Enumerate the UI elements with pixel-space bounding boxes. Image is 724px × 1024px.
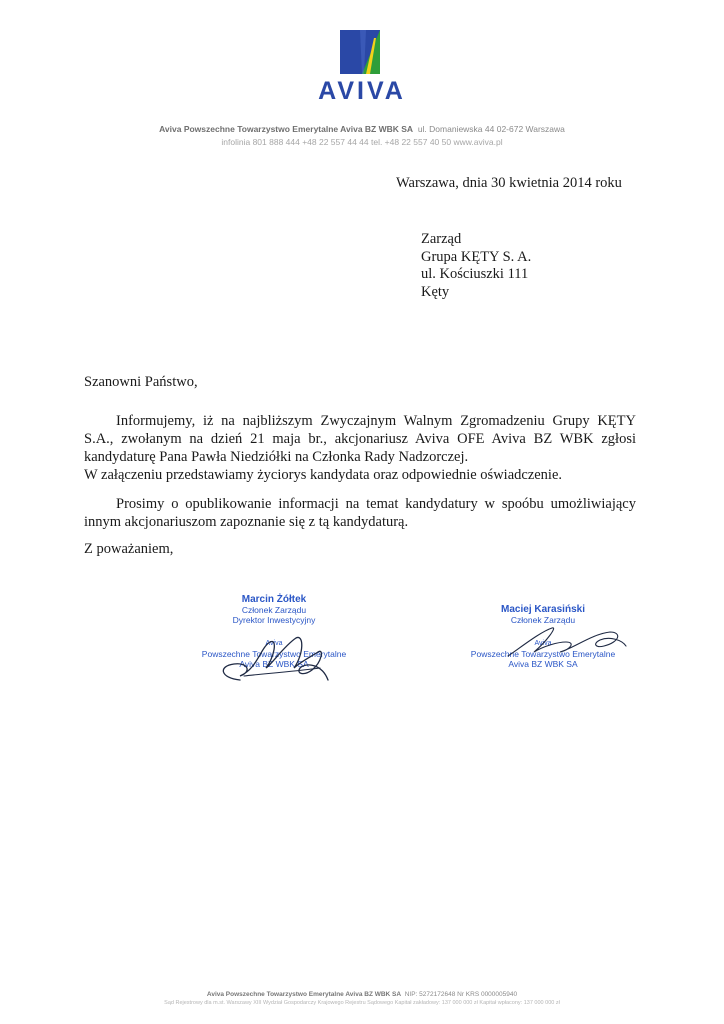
footer-registry-line: Sąd Rejestrowy dla m.st. Warszawy XIII Wydział Gospodarczy Krajowego Rejestru Sądowego Kapitał zakładowy: 137 000 000 zł Kapitał wpłacony: 137 000 000 zł [164,1000,560,1006]
salutation: Szanowni Państwo, [84,374,198,390]
recipient-line: ul. Kościuszki 111 [421,266,529,282]
aviva-logo [306,30,418,110]
letter-date: Warszawa, dnia 30 kwietnia 2014 roku [396,175,622,191]
header-address: ul. Domaniewska 44 02-672 Warszawa [417,124,565,134]
company-stamp-line: Aviva BZ WBK SA [508,659,578,669]
paragraph-line: innym akcjonariuszom zapoznanie się z tą kandydaturą. [84,514,409,530]
closing: Z poważaniem, [84,541,174,557]
company-stamp-line: Powszechne Towarzystwo Emerytalne [470,649,616,659]
paragraph-line: Informujemy, iż na najbliższym Zwyczajnym Walnym Zgromadzeniu Grupy KĘTY [116,413,636,429]
aviva-logo-text: AVIVA [318,77,406,105]
recipient-address [421,231,531,301]
paragraph-line: W załączeniu przedstawiamy życiorys kandydata oraz odpowiednie oświadczenie. [84,467,563,483]
handwritten-signature-right [500,624,630,664]
handwritten-signature-left [200,628,350,688]
footer-ids: NIP: 5272172648 Nr KRS 0000005940 [404,991,518,998]
header-company-line [0,124,724,134]
signatory-role: Członek Zarządu [510,615,576,625]
header-company: Aviva Powszechne Towarzystwo Emerytalne Aviva BZ WBK SA [159,124,414,134]
recipient-line: Grupa KĘTY S. A. [421,248,532,265]
header-contacts: infolinia 801 888 444 +48 22 557 44 44 tel. +48 22 557 40 50 www.aviva.pl [221,137,503,147]
signatory-name: Marcin Żółtek [241,594,307,605]
recipient-line: Kęty [421,283,450,300]
company-stamp-line: Powszechne Towarzystwo Emerytalne [201,649,347,659]
signatory-name: Maciej Karasiński [501,604,585,615]
company-stamp-line: Aviva [534,640,552,647]
body-paragraph-2 [84,495,636,531]
company-stamp-line: Aviva BZ WBK SA [239,659,309,669]
footer-company: Aviva Powszechne Towarzystwo Emerytalne Aviva BZ WBK SA [206,991,402,998]
company-stamp-line: Aviva [265,640,283,647]
signatory-role: Dyrektor Inwestycyjny [232,615,316,625]
recipient-line: Zarząd [421,231,462,247]
signatory-role: Członek Zarządu [241,605,307,615]
body-paragraph-1 [84,412,636,484]
aviva-logo-mark [340,30,380,74]
paragraph-line: kandydaturę Pana Pawła Niedziółki na Członka Rady Nadzorczej. [84,449,469,465]
paragraph-line: Prosimy o opublikowanie informacji na temat kandydatury w spoóbu umożliwiający [116,496,636,512]
footer-company-line [0,991,724,998]
paragraph-line: S.A., zwołanym na dzień 21 maja br., akcjonariusz Aviva OFE Aviva BZ WBK zgłosi [84,431,636,447]
